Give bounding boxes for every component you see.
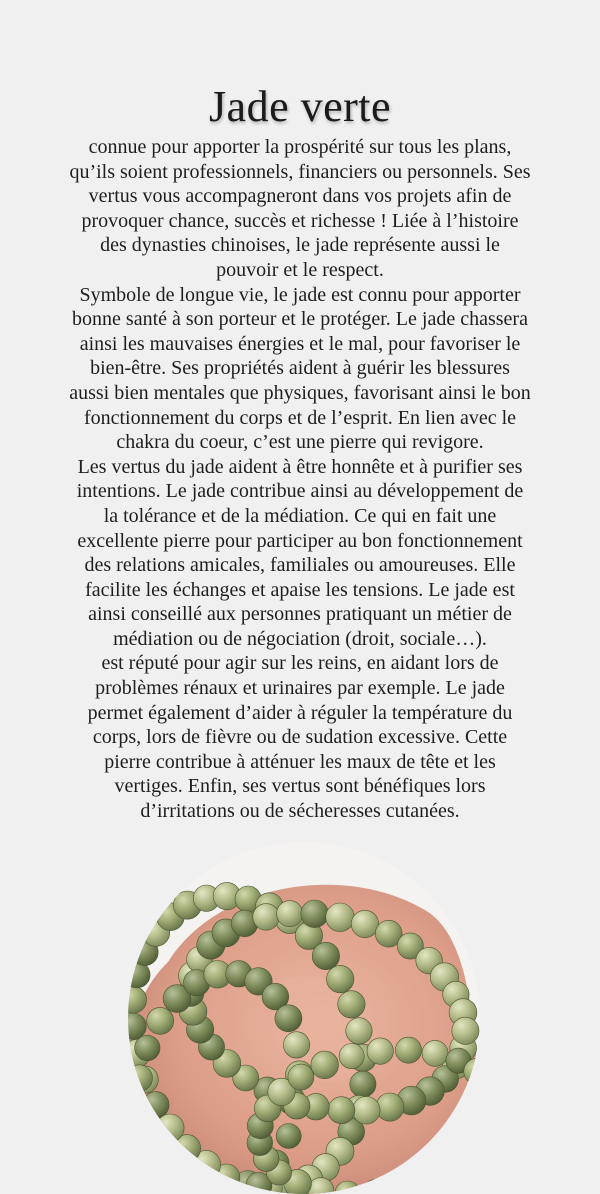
jade-bead (277, 901, 303, 927)
jade-bead (350, 1071, 376, 1097)
text-line: aussi bien mentales que physiques, favorisant ainsi le bon (30, 381, 570, 406)
jade-bead (443, 1154, 468, 1179)
jade-bead (143, 1092, 170, 1119)
text-line: la tolérance et de la médiation. Ce qui en fait une (30, 504, 570, 529)
jade-bead (476, 1071, 480, 1099)
text-line: vertiges. Enfin, ses vertus sont bénéfiques lors (30, 774, 570, 799)
jade-bead (283, 1032, 309, 1058)
jade-bead (338, 991, 365, 1018)
text-line: corps, lors de fièvre ou de sudation excessive. Cette (30, 725, 570, 750)
text-line: connue pour apporter la prospérité sur tous les plans, (30, 135, 570, 160)
text-line: d’irritations ou de sécheresses cutanées. (30, 799, 570, 824)
jade-bead (275, 1005, 302, 1032)
text-line: médiation ou de négociation (droit, sociale…). (30, 627, 570, 652)
text-line: Symbole de longue vie, le jade est connu pour apporter (30, 283, 570, 308)
jade-bead (461, 1138, 480, 1166)
jade-bead (135, 1153, 160, 1178)
jade-bead (339, 1044, 364, 1069)
text-line: des relations amicales, familiales ou amoureuses. Elle (30, 553, 570, 578)
text-line: problèmes rénaux et urinaires par exemple. Le jade (30, 676, 570, 701)
jade-bead (128, 1096, 150, 1123)
text-line: des dynasties chinoises, le jade représente aussi le (30, 233, 570, 258)
text-line: Les vertus du jade aident à être honnête et à purifier ses (30, 455, 570, 480)
jade-bead (276, 1124, 301, 1149)
jade-bracelet-image (128, 842, 480, 1194)
text-line: pierre contribue à atténuer les maux de tête et les (30, 750, 570, 775)
jade-bead (422, 1040, 448, 1066)
text-line: est réputé pour agir sur les reins, en aidant lors de (30, 651, 570, 676)
jade-bead (395, 1037, 421, 1063)
jade-bead (156, 1114, 184, 1142)
jade-bead (301, 900, 329, 928)
jade-bead (226, 1188, 253, 1194)
jade-bead (475, 1122, 480, 1149)
text-line: permet également d’aider à réguler la température du (30, 701, 570, 726)
jade-bead (165, 1190, 190, 1194)
jade-bead (148, 1175, 174, 1194)
text-line: ainsi conseillé aux personnes pratiquant un métier de (30, 602, 570, 627)
text-line: bonne santé à son porteur et le protéger. Le jade chassera (30, 307, 570, 332)
text-line: vertus vous accompagneront dans vos projets afin de (30, 184, 570, 209)
jade-bead (128, 1065, 153, 1092)
text-line: intentions. Le jade contribue ainsi au développement de (30, 479, 570, 504)
jade-bead (128, 1126, 153, 1152)
text-line: excellente pierre pour participer au bon fonctionnement (30, 529, 570, 554)
jade-bead (391, 1174, 418, 1194)
jade-bead (353, 1097, 381, 1125)
jade-bead (253, 904, 280, 931)
page-title: Jade verte (0, 82, 600, 132)
text-line: pouvoir et le respect. (30, 258, 570, 283)
text-line: facilite les échanges et apaise les tensions. Le jade est (30, 578, 570, 603)
jade-bead (312, 942, 339, 969)
text-line: bien-être. Ses propriétés aident à guérir les blessures (30, 356, 570, 381)
jade-bead (346, 1018, 372, 1044)
jade-bead (328, 1097, 355, 1124)
jade-bead (311, 1051, 339, 1079)
jade-bead (327, 965, 354, 992)
text-line: ainsi les mauvaises énergies et le mal, pour favoriser le (30, 332, 570, 357)
jade-bead (135, 1035, 160, 1060)
text-line: provoquer chance, succès et richesse ! Liée à l’histoire (30, 209, 570, 234)
jade-bead (326, 903, 355, 932)
jade-bead (147, 1007, 174, 1034)
text-line: chakra du coeur, c’est une pierre qui revigore. (30, 430, 570, 455)
text-line: fonctionnement du corps et de l’esprit. En lien avec le (30, 406, 570, 431)
jade-bracelet-photo (128, 842, 480, 1194)
text-line: qu’ils soient professionnels, financiers ou personnels. Ses (30, 160, 570, 185)
jade-bead (418, 1166, 444, 1192)
description-text (30, 135, 570, 824)
jade-bead (452, 1017, 479, 1044)
jade-bead (351, 910, 378, 937)
jade-bead (367, 1038, 393, 1064)
